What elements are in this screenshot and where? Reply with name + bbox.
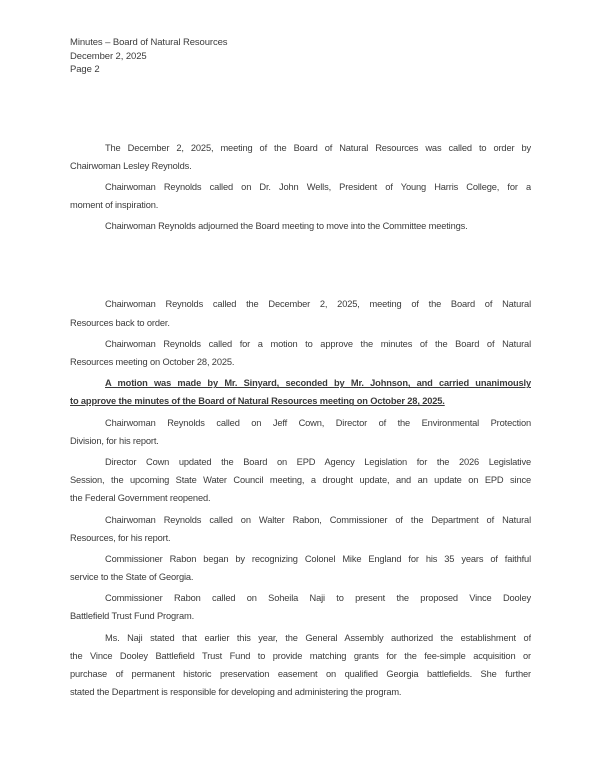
header-title: Minutes – Board of Natural Resources (70, 37, 228, 48)
text-line: Resources meeting on October 28, 2025. (70, 357, 235, 367)
text-line: Chairwoman Reynolds called for a motion to approve the minutes of the Board of Natural (105, 338, 531, 349)
text-line: moment of inspiration. (70, 200, 159, 211)
text-line: the Federal Government reopened. (70, 493, 211, 504)
text-line: purchase of permanent historic preservation easement on qualified Georgia battlefields. She further (70, 669, 531, 679)
paragraph-call-to-order (70, 139, 531, 175)
text-line: stated the Department is responsible for developing and administering the program. (70, 687, 402, 698)
text-line: Chairwoman Reynolds adjourned the Board meeting to move into the Committee meetings. (105, 221, 468, 232)
header-page-number: Page 2 (70, 64, 100, 75)
paragraph-epd-director-report (70, 453, 531, 508)
paragraph-commissioner-called (70, 511, 531, 547)
paragraph-adjourn-to-committee-meetings (70, 217, 531, 235)
text-line: Chairwoman Reynolds called on Jeff Cown, Director of the Environmental Protection (105, 417, 531, 428)
paragraph-epd-director-called (70, 414, 531, 450)
text-line: service to the State of Georgia. (70, 572, 194, 583)
text-line: Resources, for his report. (70, 532, 171, 543)
text-line: to approve the minutes of the Board of Natural Resources meeting on October 28, 2025. (70, 396, 445, 407)
paragraph-back-to-order (70, 295, 531, 331)
paragraph-motion-carried (70, 374, 531, 410)
text-line: Division, for his report. (70, 435, 159, 446)
text-line: Chairwoman Reynolds called the December 2, 2025, meeting of the Board of Natural (105, 299, 531, 310)
text-line: A motion was made by Mr. Sinyard, seconded by Mr. Johnson, and carried unanimously (105, 378, 531, 389)
text-line: Session, the upcoming State Water Council meeting, a drought update, and an update on EPD since (70, 475, 531, 486)
document-body (70, 139, 531, 702)
document-header (70, 36, 531, 77)
paragraph-motion-called (70, 335, 531, 371)
text-line: Chairwoman Reynolds called on Dr. John Wells, President of Young Harris College, for a (105, 181, 531, 192)
text-line: Chairwoman Lesley Reynolds. (70, 160, 192, 171)
text-line: Chairwoman Reynolds called on Walter Rabon, Commissioner of the Department of Natural (105, 514, 531, 525)
text-line: Resources back to order. (70, 317, 170, 328)
paragraph-naji-statement (70, 629, 531, 702)
paragraph-england-recognition (70, 550, 531, 586)
text-line: the Vince Dooley Battlefield Trust Fund to provide matching grants for the fee-simple acquisition or (70, 650, 531, 661)
paragraph-moment-of-inspiration (70, 178, 531, 214)
paragraph-naji-called (70, 589, 531, 625)
text-line: The December 2, 2025, meeting of the Board of Natural Resources was called to order by (105, 142, 531, 153)
text-line: Commissioner Rabon called on Soheila Naji to present the proposed Vince Dooley (105, 593, 531, 604)
text-line: Director Cown updated the Board on EPD Agency Legislation for the 2026 Legislative (105, 456, 531, 467)
text-line: Commissioner Rabon began by recognizing Colonel Mike England for his 35 years of faithful (105, 553, 531, 564)
text-line: Ms. Naji stated that earlier this year, the General Assembly authorized the establishment of (105, 632, 531, 643)
text-line: Battlefield Trust Fund Program. (70, 611, 195, 622)
header-date: December 2, 2025 (70, 50, 147, 62)
